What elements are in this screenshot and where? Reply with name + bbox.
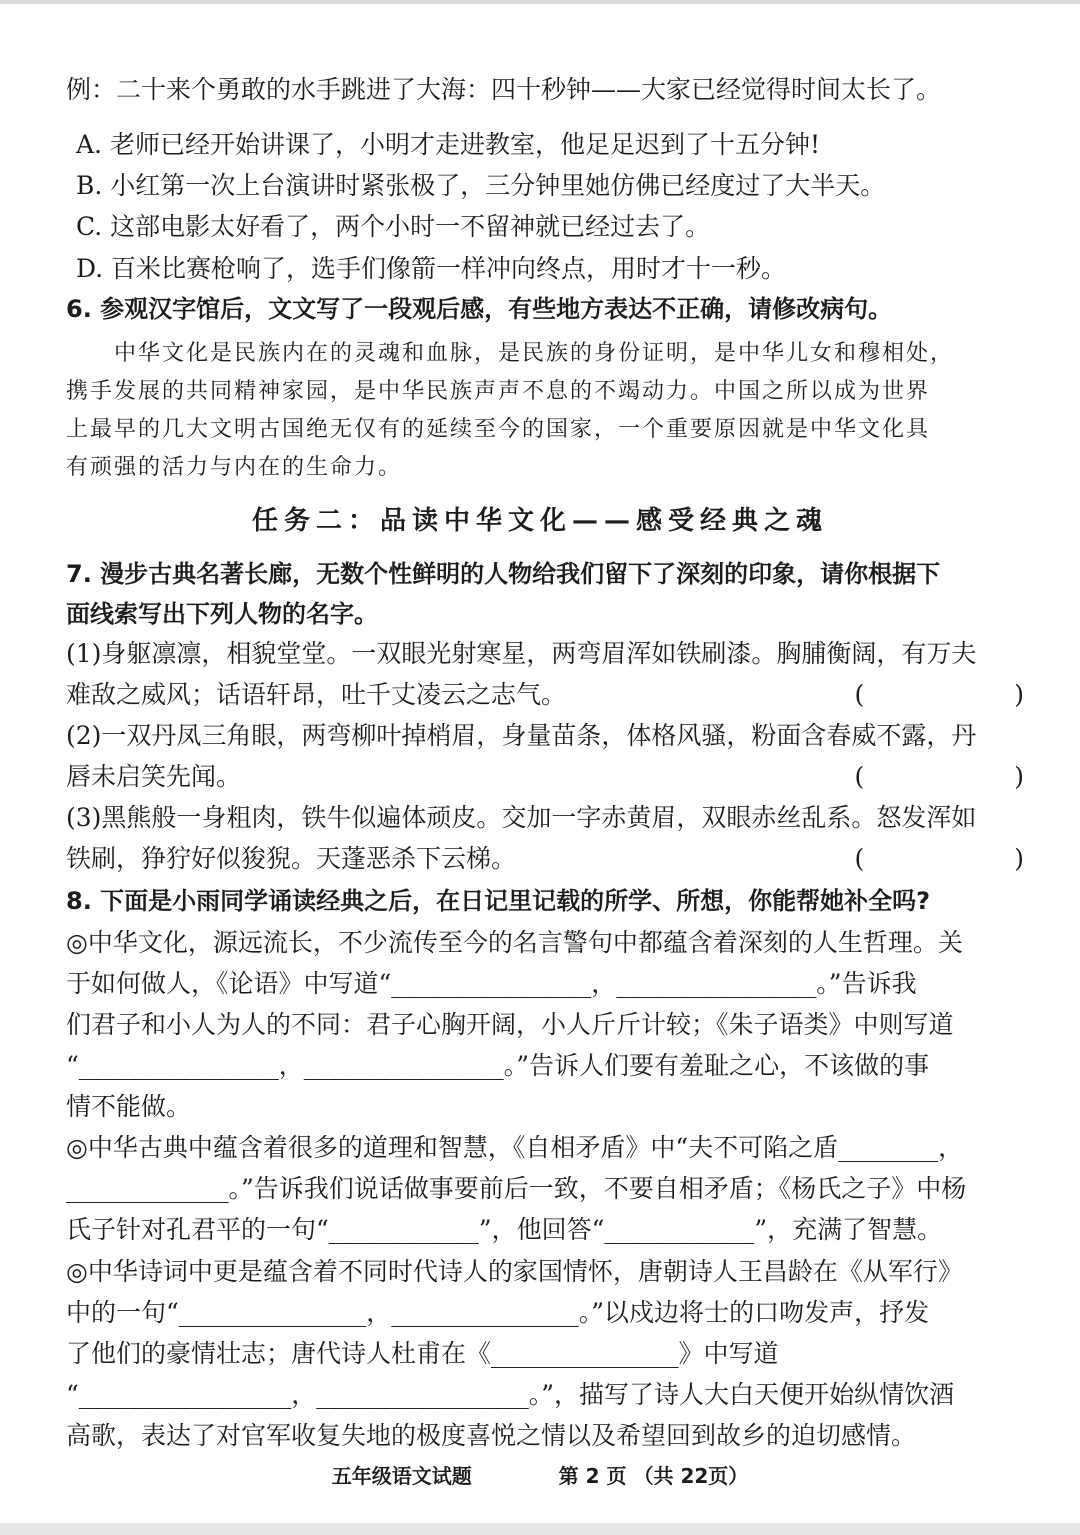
q8-line: ◎中华文化，源远流长，不少流传至今的名言警句中都蕴含着深刻的人生哲理。关 xyxy=(66,928,963,957)
answer-blank-3[interactable] xyxy=(854,841,1024,877)
example-sentence: 例：二十来个勇敢的水手跳进了大海：四十秒钟——大家已经觉得时间太长了。 xyxy=(66,75,942,104)
q8-line: 高歌，表达了对官军收复失地的极度喜悦之情以及希望回到故乡的迫切感情。 xyxy=(66,1421,917,1450)
q7-item-3: 铁刷，狰狞好似狻猊。天蓬恶杀下云梯。 xyxy=(66,844,517,873)
q8-line: “_________________，_________________。”，描写了诗人大白天便开始纵情饮酒 xyxy=(66,1380,955,1409)
q8-line: 于如何做人，《论语》中写道“________________，________________。”告诉我 xyxy=(66,969,917,998)
bottom-edge xyxy=(0,1523,1080,1535)
q6-passage-line: 有顽强的活力与内在的生命力。 xyxy=(66,455,403,480)
q8-line: ◎中华古典中蕴含着很多的道理和智慧，《自相矛盾》中“夫不可陷之盾________， xyxy=(66,1133,964,1162)
q7-item-1: (1)身躯凛凛，相貌堂堂。一双眼光射寒星，两弯眉浑如铁刷漆。胸脯衡阔，有万夫 xyxy=(66,639,977,668)
footer-subject: 五年级语文试题 xyxy=(331,1464,472,1488)
q8-line: ◎中华诗词中更是蕴含着不同时代诗人的家国情怀，唐朝诗人王昌龄在《从军行》 xyxy=(66,1257,963,1286)
answer-blank-2[interactable] xyxy=(854,759,1024,795)
footer-page-number: 第 2 页 （共 22页） xyxy=(558,1464,749,1488)
option-d: D. 百米比赛枪响了，选手们像箭一样冲向终点，用时才十一秒。 xyxy=(76,254,787,283)
question-7-title: 7. 漫步古典名著长廊，无数个性鲜明的人物给我们留下了深刻的印象，请你根据下 xyxy=(66,560,941,588)
q7-item-1: 难敌之威风；话语轩昂，吐千丈凌云之志气。 xyxy=(66,680,567,709)
paren-open: ( xyxy=(854,680,865,709)
paren-close: ) xyxy=(1014,844,1024,873)
paren-close: ) xyxy=(1014,762,1024,791)
q8-line: “________________，________________。”告诉人们要有羞耻之心，不该做的事 xyxy=(66,1051,930,1080)
q8-line: 情不能做。 xyxy=(66,1092,192,1121)
page-footer xyxy=(0,1460,1080,1489)
q6-passage-line: 中华文化是民族内在的灵魂和血脉，是民族的身份证明，是中华儿女和穆相处， xyxy=(66,341,955,366)
option-a: A. 老师已经开始讲课了，小明才走进教室，他足足迟到了十五分钟! xyxy=(76,130,820,159)
q7-item-2: 唇未启笑先闻。 xyxy=(66,762,242,791)
q8-line: 氏子针对孔君平的一句“____________”，他回答“____________”，充满了智慧。 xyxy=(66,1215,943,1244)
q6-passage-line: 上最早的几大文明古国绝无仅有的延续至今的国家，一个重要原因就是中华文化具 xyxy=(66,417,931,442)
q8-line: _____________。”告诉我们说话做事要前后一致，不要自相矛盾；《杨氏之子》中杨 xyxy=(66,1174,967,1203)
task-2-heading: 任务二：品读中华文化——感受经典之魂 xyxy=(251,506,828,536)
q8-line: 们君子和小人为人的不同：君子心胸开阔，小人斤斤计较；《朱子语类》中则写道 xyxy=(66,1010,954,1039)
q8-line: 了他们的豪情壮志；唐代诗人杜甫在《_______________》中写道 xyxy=(66,1339,779,1368)
option-c: C. 这部电影太好看了，两个小时一不留神就已经过去了。 xyxy=(76,212,711,241)
q6-passage-line: 携手发展的共同精神家园，是中华民族声声不息的不竭动力。中国之所以成为世界 xyxy=(66,379,931,404)
q7-item-2: (2)一双丹凤三角眼，两弯柳叶掉梢眉，身量苗条，体格风骚，粉面含春威不露，丹 xyxy=(66,721,977,750)
option-b: B. 小红第一次上台演讲时紧张极了，三分钟里她仿佛已经度过了大半天。 xyxy=(76,171,886,200)
question-7-title: 面线索写出下列人物的名字。 xyxy=(66,600,378,628)
paren-close: ) xyxy=(1014,680,1024,709)
top-edge xyxy=(0,0,1080,4)
q7-item-3: (3)黑熊般一身粗肉，铁牛似遍体顽皮。交加一字赤黄眉，双眼赤丝乱系。怒发浑如 xyxy=(66,803,977,832)
question-8-title: 8. 下面是小雨同学诵读经典之后，在日记里记载的所学、所想，你能帮她补全吗? xyxy=(66,887,931,915)
paren-open: ( xyxy=(854,762,865,791)
paren-open: ( xyxy=(854,844,865,873)
question-6-title: 6. 参观汉字馆后，文文写了一段观后感，有些地方表达不正确，请修改病句。 xyxy=(66,295,893,323)
answer-blank-1[interactable] xyxy=(854,677,1024,713)
q8-line: 中的一句“_______________，_______________。”以戍边将士的口吻发声，抒发 xyxy=(66,1298,930,1327)
